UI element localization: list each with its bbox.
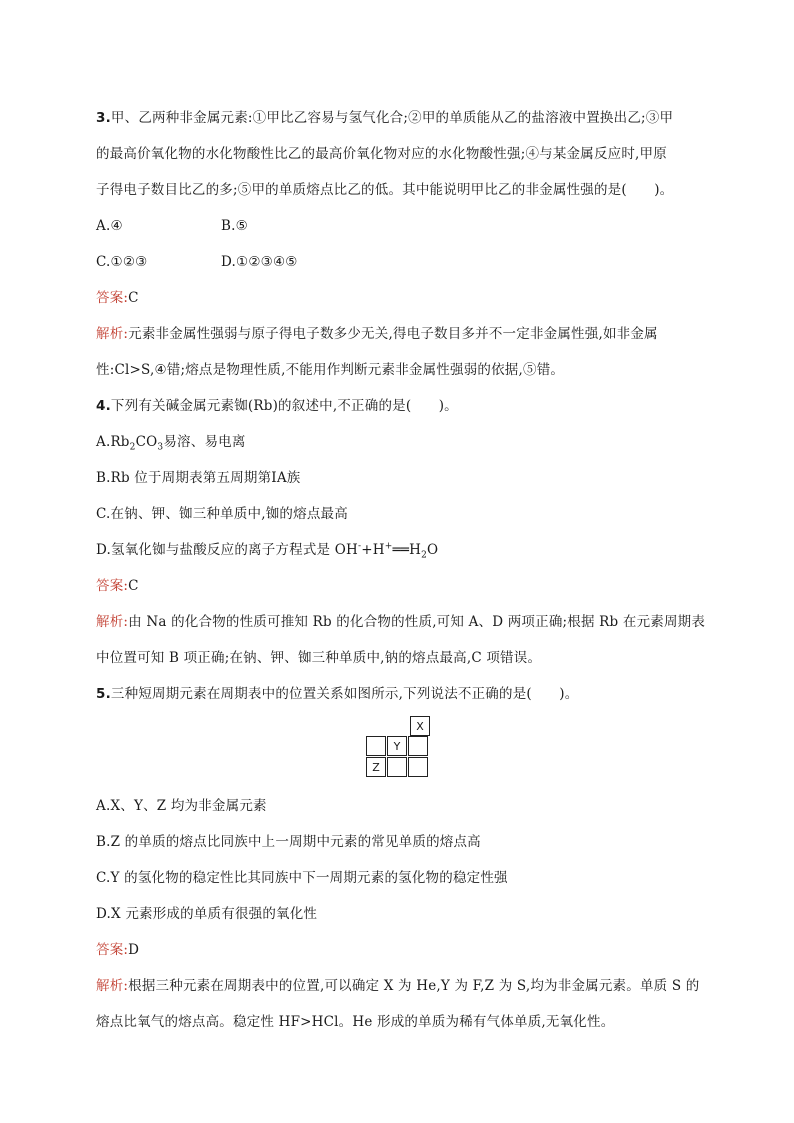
q5-stem: 5.三种短周期元素在周期表中的位置关系如图所示,下列说法不正确的是( )。	[96, 686, 579, 702]
q5-option-b: B.Z 的单质的熔点比同族中上一周期中元素的常见单质的熔点高	[96, 834, 481, 850]
grid-cell-empty	[366, 736, 386, 756]
periodic-table-figure	[96, 716, 702, 778]
q4-number: 4.	[96, 398, 111, 414]
analysis-label: 解析:	[96, 978, 129, 994]
answer-label: 答案:	[96, 942, 129, 958]
q3-analysis-line-2: 性:Cl>S,④错;熔点是物理性质,不能用作判断元素非金属性强弱的依据,⑤错。	[96, 362, 565, 378]
q3-options-row-2	[96, 244, 702, 280]
grid-cell-empty	[408, 736, 428, 756]
q3-number: 3.	[96, 110, 111, 126]
answer-label: 答案:	[96, 578, 129, 594]
q3-stem-line-2: 的最高价氧化物的水化物酸性比乙的最高价氧化物对应的水化物酸性强;④与某金属反应时,甲原	[96, 146, 667, 162]
grid-cell-x: X	[410, 716, 430, 736]
q5-analysis-line-1: 解析:根据三种元素在周期表中的位置,可以确定 X 为 He,Y 为 F,Z 为 S,均为非金属元素。单质 S 的	[96, 978, 700, 994]
q5-option-a: A.X、Y、Z 均为非金属元素	[96, 798, 267, 814]
q4-stem: 4.下列有关碱金属元素铷(Rb)的叙述中,不正确的是( )。	[96, 398, 458, 414]
grid-cell-y: Y	[387, 736, 407, 756]
q4-option-d: D.氢氧化铷与盐酸反应的离子方程式是 $OH^-+H^+══H_2O$	[96, 541, 439, 561]
q3-stem-line-1: 3.甲、乙两种非金属元素:①甲比乙容易与氢气化合;②甲的单质能从乙的盐溶液中置换出乙;③甲	[96, 110, 674, 126]
q4-answer	[96, 568, 702, 604]
q3-option-c: C.①②③	[96, 254, 148, 270]
q4-answer-value: C	[128, 578, 139, 594]
q5-number: 5.	[96, 686, 111, 702]
q3-option-b: B.⑤	[221, 218, 248, 234]
q4-analysis-line-1: 解析:由 Na 的化合物的性质可推知 Rb 的化合物的性质,可知 A、D 两项正确;根据 Rb 在元素周期表	[96, 614, 706, 630]
q3-answer	[96, 280, 702, 316]
q3-answer-value: C	[128, 290, 139, 306]
analysis-label: 解析:	[96, 614, 129, 630]
q3-option-a: A.④	[96, 218, 123, 234]
analysis-label: 解析:	[96, 326, 129, 342]
document-page	[96, 100, 706, 1040]
q3-analysis-line-1: 解析:元素非金属性强弱与原子得电子数多少无关,得电子数目多并不一定非金属性强,如非金属	[96, 326, 658, 342]
grid-cell-z: Z	[366, 757, 386, 777]
q3-option-d: D.①②③④⑤	[221, 254, 298, 270]
q5-answer	[96, 932, 702, 968]
reaction-arrow: ══	[392, 542, 410, 558]
q5-answer-value: D	[128, 942, 140, 958]
q4-analysis-line-2: 中位置可知 B 项正确;在钠、钾、铷三种单质中,钠的熔点最高,C 项错误。	[96, 650, 542, 666]
q3-options-row-1	[96, 208, 702, 244]
q4-option-b: B.Rb 位于周期表第五周期第ⅠA族	[96, 470, 301, 486]
q4-option-a: $A.Rb_2CO_3$易溶、易电离	[96, 434, 246, 453]
q4-option-c: C.在钠、钾、铷三种单质中,铷的熔点最高	[96, 506, 348, 522]
grid-cell-empty	[387, 757, 407, 777]
q3-stem-line-3: 子得电子数目比乙的多;⑤甲的单质熔点比乙的低。其中能说明甲比乙的非金属性强的是( )。	[96, 182, 674, 198]
answer-label: 答案:	[96, 290, 129, 306]
grid-cell-empty	[408, 757, 428, 777]
q5-option-d: D.X 元素形成的单质有很强的氧化性	[96, 906, 318, 922]
q5-option-c: C.Y 的氢化物的稳定性比其同族中下一周期元素的氢化物的稳定性强	[96, 870, 508, 886]
q5-analysis-line-2: 熔点比氧气的熔点高。稳定性 HF>HCl。He 形成的单质为稀有气体单质,无氧化性。	[96, 1014, 615, 1030]
